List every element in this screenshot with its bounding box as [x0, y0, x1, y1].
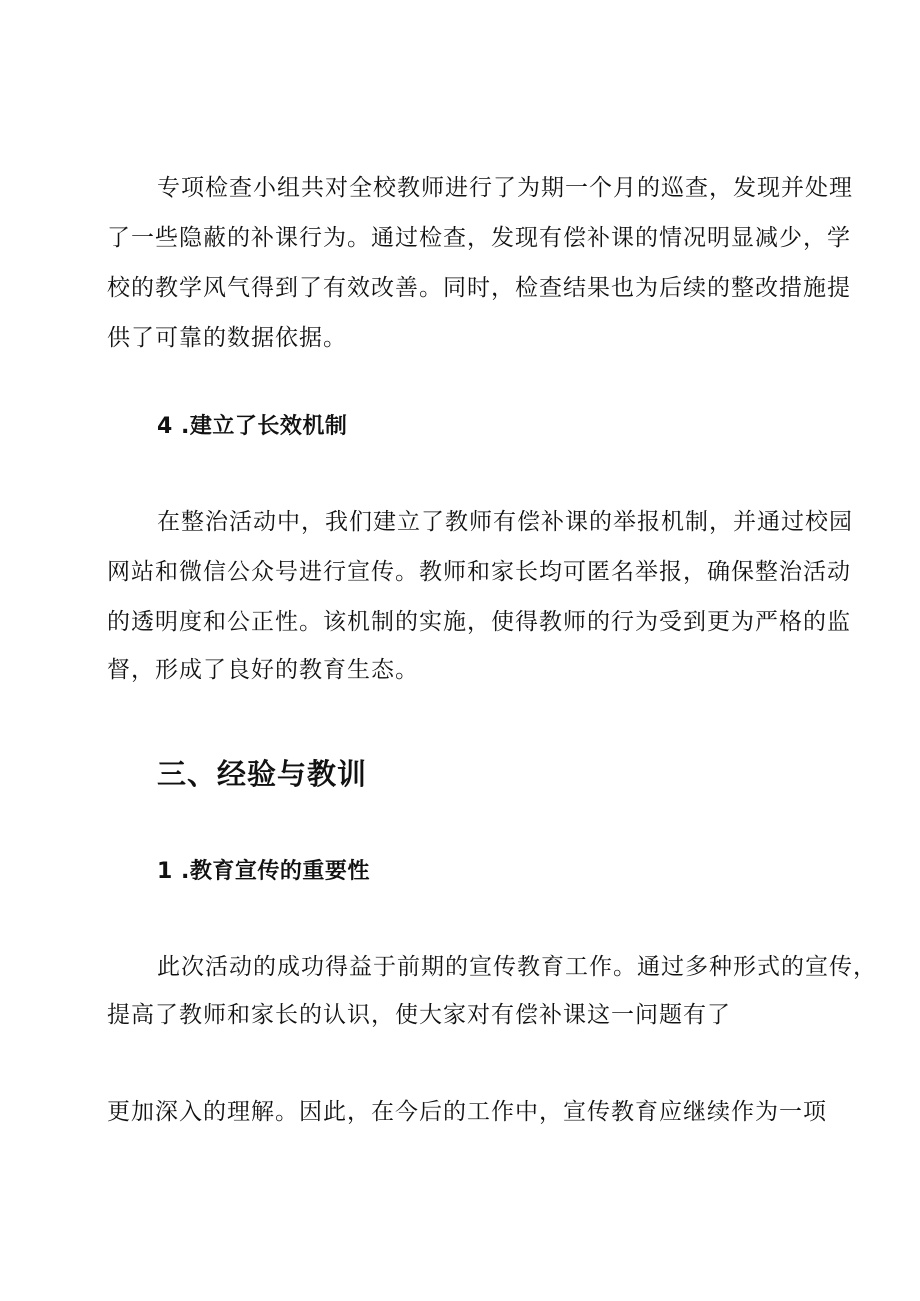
paragraph-line: 校的教学风气得到了有效改善。同时，检查结果也为后续的整改措施提 — [107, 275, 851, 301]
paragraph-line: 的透明度和公正性。该机制的实施，使得教师的行为受到更为严格的监 — [107, 609, 851, 635]
section-title-lessons: 三、经验与教训 — [157, 757, 368, 791]
heading-long-term-mechanism: 4 .建立了长效机制 — [157, 414, 348, 439]
paragraph-line: 提高了教师和家长的认识，使大家对有偿补课这一问题有了 — [107, 1002, 731, 1028]
paragraph-line: 督，形成了良好的教育生态。 — [107, 657, 419, 683]
paragraph-line: 在整治活动中，我们建立了教师有偿补课的举报机制，并通过校园 — [157, 509, 853, 535]
paragraph-line: 此次活动的成功得益于前期的宣传教育工作。通过多种形式的宣传， — [157, 954, 877, 980]
heading-publicity-importance: 1 .教育宣传的重要性 — [157, 859, 370, 884]
paragraph-line: 更加深入的理解。因此，在今后的工作中，宣传教育应继续作为一项 — [107, 1099, 827, 1125]
paragraph-line: 供了可靠的数据依据。 — [107, 325, 347, 351]
paragraph-line: 专项检查小组共对全校教师进行了为期一个月的巡查，发现并处理 — [157, 175, 853, 201]
paragraph-line: 网站和微信公众号进行宣传。教师和家长均可匿名举报，确保整治活动 — [107, 559, 851, 585]
paragraph-line: 了一些隐蔽的补课行为。通过检查，发现有偿补课的情况明显减少，学 — [107, 225, 851, 251]
